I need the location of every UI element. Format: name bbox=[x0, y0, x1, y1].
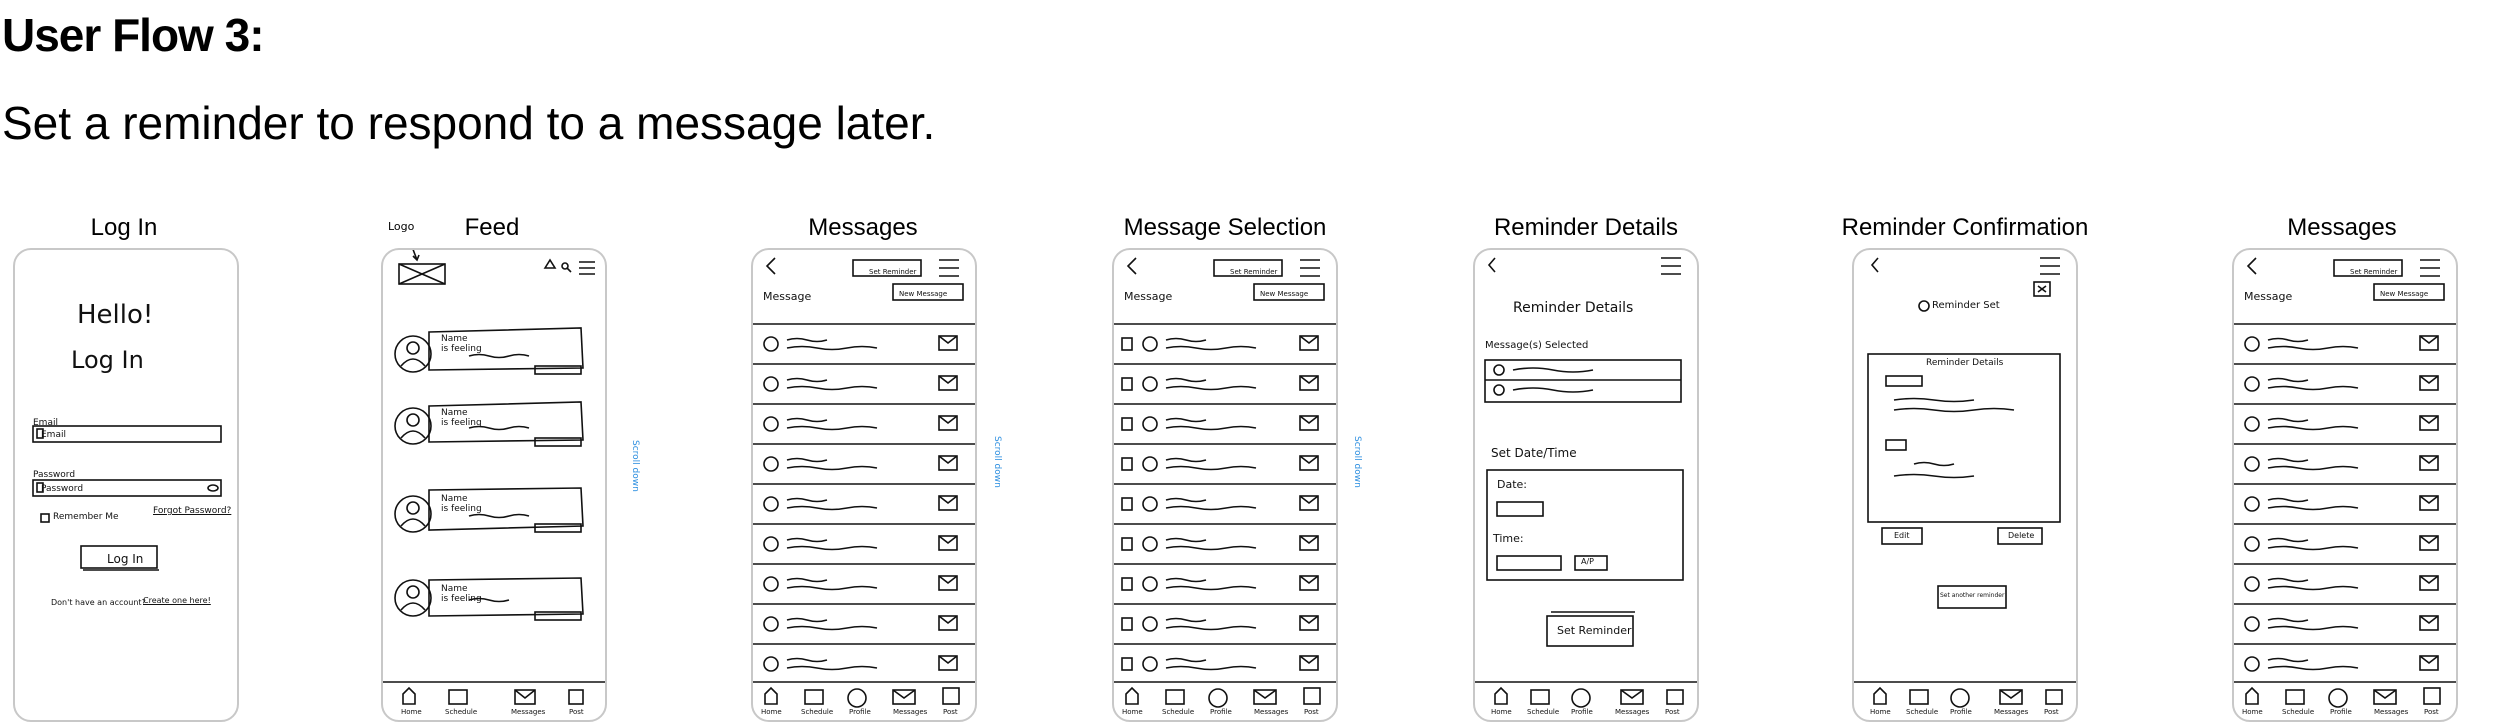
message-checkbox bbox=[1122, 658, 1132, 670]
post-status-2: is feeling bbox=[441, 418, 482, 428]
message-text-line bbox=[1166, 379, 1206, 382]
schedule-icon bbox=[805, 690, 823, 704]
nav-home[interactable]: Home bbox=[1491, 708, 1512, 716]
nav-messages[interactable]: Messages bbox=[1994, 708, 2029, 716]
nav-profile[interactable]: Profile bbox=[2330, 708, 2352, 716]
message-selection-sketch bbox=[1114, 250, 1336, 720]
screen-label-feed: Feed bbox=[464, 214, 520, 241]
remember-me-checkbox[interactable]: Remember Me bbox=[53, 512, 119, 522]
message-avatar bbox=[1143, 417, 1157, 431]
nav-profile[interactable]: Profile bbox=[1210, 708, 1232, 716]
post-name-1: Name bbox=[441, 334, 468, 344]
forgot-password-link[interactable]: Forgot Password? bbox=[153, 506, 232, 516]
home-icon bbox=[1126, 688, 1138, 704]
nav-profile[interactable]: Profile bbox=[849, 708, 871, 716]
message-text-line bbox=[1166, 539, 1206, 542]
password-label: Password bbox=[33, 470, 76, 480]
messages-selected-label: Message(s) Selected bbox=[1485, 340, 1589, 351]
message-avatar bbox=[2245, 497, 2259, 511]
message-avatar bbox=[764, 537, 778, 551]
nav-messages[interactable]: Messages bbox=[1254, 708, 1289, 716]
message-avatar bbox=[2245, 617, 2259, 631]
messages-sketch bbox=[753, 250, 975, 720]
nav-messages[interactable]: Messages bbox=[2374, 708, 2409, 716]
message-heading: Message bbox=[1124, 290, 1173, 303]
message-avatar bbox=[2245, 657, 2259, 671]
message-avatar bbox=[2245, 417, 2259, 431]
nav-profile[interactable]: Profile bbox=[1950, 708, 1972, 716]
messages-scroll-note: Scroll down bbox=[992, 436, 1002, 488]
message-text-line bbox=[787, 499, 827, 502]
message-text-line bbox=[1166, 579, 1206, 582]
message-text-line bbox=[1166, 459, 1206, 462]
flow-title: User Flow 3: bbox=[2, 9, 264, 61]
message-text-line bbox=[2268, 499, 2308, 502]
nav-post[interactable]: Post bbox=[569, 708, 584, 716]
back-icon bbox=[1128, 258, 1136, 274]
message-text-line bbox=[2268, 619, 2308, 622]
nav-schedule[interactable]: Schedule bbox=[445, 708, 478, 716]
message-checkbox bbox=[1122, 378, 1132, 390]
nav-home[interactable]: Home bbox=[401, 708, 422, 716]
back-icon bbox=[767, 258, 775, 274]
message-text-line bbox=[787, 539, 827, 542]
signup-link[interactable]: Create one here! bbox=[143, 596, 211, 605]
post-status-1: is feeling bbox=[441, 344, 482, 354]
delete-button[interactable]: Delete bbox=[2008, 531, 2035, 540]
message-avatar bbox=[1143, 337, 1157, 351]
feed-sketch bbox=[383, 250, 605, 720]
selection-scroll-note: Scroll down bbox=[1352, 436, 1362, 488]
message-avatar bbox=[1143, 497, 1157, 511]
message-heading: Message bbox=[763, 290, 812, 303]
post-status-3: is feeling bbox=[441, 504, 482, 514]
reminder-details-title: Reminder Details bbox=[1513, 300, 1634, 316]
message-text-line bbox=[1166, 619, 1206, 622]
message-text-line bbox=[2268, 339, 2308, 342]
nav-post[interactable]: Post bbox=[2044, 708, 2059, 716]
message-text-line bbox=[2268, 419, 2308, 422]
message-avatar bbox=[1143, 537, 1157, 551]
post-name-3: Name bbox=[441, 494, 468, 504]
password-field[interactable]: Password bbox=[41, 484, 84, 494]
message-avatar bbox=[1143, 657, 1157, 671]
flow-subtitle: Set a reminder to respond to a message later. bbox=[2, 97, 936, 149]
message-avatar bbox=[764, 577, 778, 591]
messages-final-sketch bbox=[2234, 250, 2456, 720]
message-text-line bbox=[2268, 659, 2308, 662]
message-text-line bbox=[787, 659, 827, 662]
message-text-line bbox=[787, 459, 827, 462]
message-text-line bbox=[787, 579, 827, 582]
reminder-set-status: Reminder Set bbox=[1932, 300, 2000, 311]
schedule-icon bbox=[2286, 690, 2304, 704]
profile-icon bbox=[848, 689, 866, 707]
message-selection-screen bbox=[1112, 248, 1338, 722]
message-avatar bbox=[2245, 377, 2259, 391]
messages-final-screen bbox=[2232, 248, 2458, 722]
message-text-line bbox=[1166, 419, 1206, 422]
message-text-line bbox=[787, 379, 827, 382]
nav-home[interactable]: Home bbox=[761, 708, 782, 716]
schedule-icon bbox=[1166, 690, 1184, 704]
message-heading: Message bbox=[2244, 290, 2293, 303]
nav-profile[interactable]: Profile bbox=[1571, 708, 1593, 716]
message-text-line bbox=[787, 619, 827, 622]
message-avatar bbox=[764, 337, 778, 351]
home-icon bbox=[2246, 688, 2258, 704]
email-field[interactable]: Email bbox=[41, 430, 66, 440]
message-avatar bbox=[1143, 577, 1157, 591]
screen-label-login: Log In bbox=[90, 214, 158, 241]
message-avatar bbox=[1143, 617, 1157, 631]
message-text-line bbox=[1166, 499, 1206, 502]
nav-messages[interactable]: Messages bbox=[511, 708, 546, 716]
feed-screen bbox=[381, 248, 607, 722]
nav-schedule[interactable]: Schedule bbox=[2282, 708, 2315, 716]
post-icon bbox=[2424, 688, 2440, 704]
profile-icon bbox=[1209, 689, 1227, 707]
message-text-line bbox=[787, 419, 827, 422]
login-heading: Log In bbox=[71, 346, 144, 374]
set-reminder-button[interactable]: Set Reminder bbox=[2350, 268, 2398, 276]
message-avatar bbox=[2245, 457, 2259, 471]
nav-schedule[interactable]: Schedule bbox=[801, 708, 834, 716]
reminder-details-screen bbox=[1473, 248, 1699, 722]
new-message-button[interactable]: New Message bbox=[899, 290, 948, 298]
login-sketch bbox=[15, 250, 237, 720]
message-checkbox bbox=[1122, 618, 1132, 630]
message-text-line bbox=[1166, 339, 1206, 342]
screen-label-reminder-details: Reminder Details bbox=[1493, 214, 1679, 241]
logo-annotation: Logo bbox=[388, 220, 415, 233]
post-name-4: Name bbox=[441, 584, 468, 594]
nav-schedule[interactable]: Schedule bbox=[1906, 708, 1939, 716]
nav-schedule[interactable]: Schedule bbox=[1527, 708, 1560, 716]
profile-icon bbox=[2329, 689, 2347, 707]
message-text-line bbox=[2268, 379, 2308, 382]
time-label: Time: bbox=[1493, 532, 1524, 545]
message-checkbox bbox=[1122, 338, 1132, 350]
screen-label-messages-final: Messages bbox=[2287, 214, 2397, 241]
message-text-line bbox=[787, 339, 827, 342]
set-another-reminder-button[interactable]: Set another reminder bbox=[1940, 592, 2005, 599]
message-avatar bbox=[2245, 537, 2259, 551]
reminder-card-title: Reminder Details bbox=[1926, 358, 2004, 368]
date-label: Date: bbox=[1497, 478, 1527, 491]
post-icon bbox=[1304, 688, 1320, 704]
set-date-time-label: Set Date/Time bbox=[1491, 446, 1577, 460]
nav-home[interactable]: Home bbox=[2242, 708, 2263, 716]
new-message-button[interactable]: New Message bbox=[2380, 290, 2429, 298]
message-avatar bbox=[1143, 377, 1157, 391]
messages-screen bbox=[751, 248, 977, 722]
screen-label-message-selection: Message Selection bbox=[1123, 214, 1327, 241]
ampm-toggle[interactable]: A/P bbox=[1581, 557, 1594, 566]
message-text-line bbox=[1166, 659, 1206, 662]
message-checkbox bbox=[1122, 498, 1132, 510]
message-text-line bbox=[2268, 579, 2308, 582]
post-status-4: is feeling bbox=[441, 594, 482, 604]
message-avatar bbox=[764, 617, 778, 631]
email-label: Email bbox=[33, 418, 58, 428]
message-avatar bbox=[764, 497, 778, 511]
message-checkbox bbox=[1122, 418, 1132, 430]
nav-post[interactable]: Post bbox=[1304, 708, 1319, 716]
nav-messages[interactable]: Messages bbox=[1615, 708, 1650, 716]
message-avatar bbox=[2245, 577, 2259, 591]
signup-prompt: Don't have an account? bbox=[51, 598, 146, 607]
nav-home[interactable]: Home bbox=[1870, 708, 1891, 716]
login-button[interactable]: Log In bbox=[107, 552, 144, 566]
message-avatar bbox=[764, 657, 778, 671]
nav-post[interactable]: Post bbox=[2424, 708, 2439, 716]
nav-messages[interactable]: Messages bbox=[893, 708, 928, 716]
nav-schedule[interactable]: Schedule bbox=[1162, 708, 1195, 716]
nav-post[interactable]: Post bbox=[1665, 708, 1680, 716]
nav-post[interactable]: Post bbox=[943, 708, 958, 716]
set-reminder-button[interactable]: Set Reminder bbox=[1230, 268, 1278, 276]
post-name-2: Name bbox=[441, 408, 468, 418]
login-greeting: Hello! bbox=[77, 300, 154, 330]
message-avatar bbox=[764, 377, 778, 391]
reminder-confirmation-screen bbox=[1852, 248, 2078, 722]
feed-scroll-note: Scroll down bbox=[630, 440, 640, 492]
screen-label-messages: Messages bbox=[808, 214, 918, 241]
message-avatar bbox=[1143, 457, 1157, 471]
set-reminder-submit[interactable]: Set Reminder bbox=[1557, 624, 1632, 637]
set-reminder-button[interactable]: Set Reminder bbox=[869, 268, 917, 276]
nav-home[interactable]: Home bbox=[1122, 708, 1143, 716]
screen-label-reminder-confirmation: Reminder Confirmation bbox=[1841, 214, 2089, 241]
message-checkbox bbox=[1122, 578, 1132, 590]
message-checkbox bbox=[1122, 458, 1132, 470]
post-icon bbox=[943, 688, 959, 704]
reminder-confirmation-sketch bbox=[1854, 250, 2076, 720]
message-text-line bbox=[2268, 539, 2308, 542]
message-avatar bbox=[764, 417, 778, 431]
home-icon bbox=[765, 688, 777, 704]
new-message-button[interactable]: New Message bbox=[1260, 290, 1309, 298]
message-avatar bbox=[764, 457, 778, 471]
back-icon bbox=[2248, 258, 2256, 274]
message-text-line bbox=[2268, 459, 2308, 462]
edit-button[interactable]: Edit bbox=[1894, 531, 1910, 540]
message-avatar bbox=[2245, 337, 2259, 351]
login-screen bbox=[13, 248, 239, 722]
message-checkbox bbox=[1122, 538, 1132, 550]
